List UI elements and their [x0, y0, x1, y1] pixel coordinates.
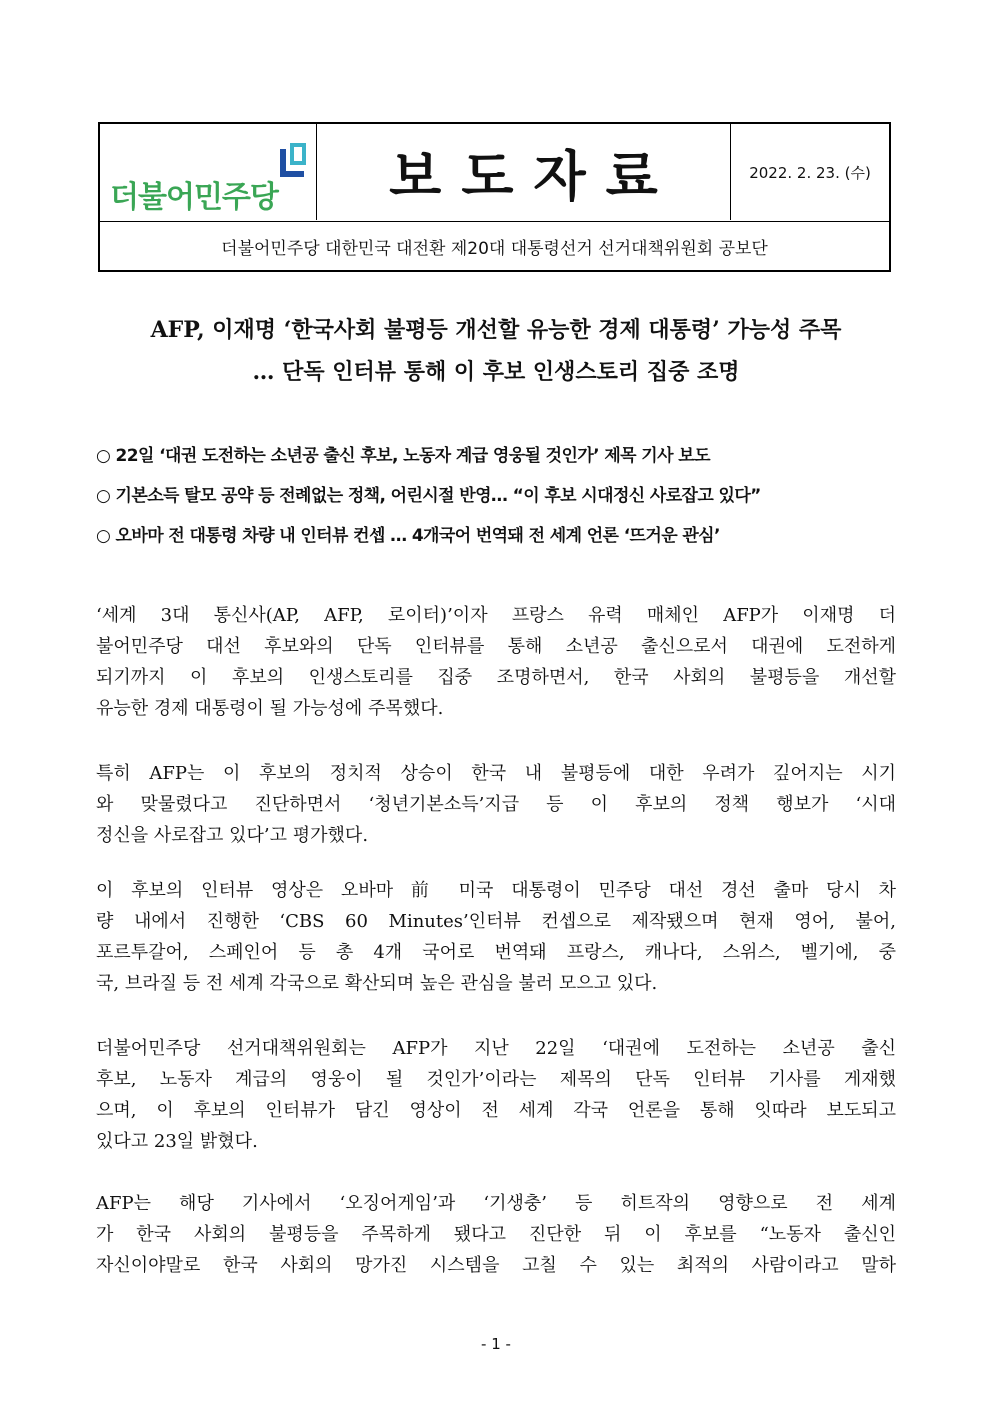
- paragraph-line: 불어민주당 대선 후보와의 단독 인터뷰를 통해 소년공 출신으로서 대권에 도전하게: [96, 636, 896, 657]
- release-date: 2022. 2. 23. (수): [749, 163, 871, 182]
- header-top-row: [100, 124, 889, 222]
- paragraph-line: 으며, 이 후보의 인터뷰가 담긴 영상이 전 세계 각국 언론을 통해 잇따라 보도되고: [96, 1100, 896, 1121]
- title-cell: [317, 124, 731, 220]
- paragraph-line: 후보, 노동자 계급의 영웅이 될 것인가’이라는 제목의 단독 인터뷰 기사를 게재했: [96, 1069, 896, 1090]
- paragraph-line: 와 맞물렸다고 진단하면서 ‘청년기본소득’지급 등 이 후보의 정책 행보가 ‘시대: [96, 794, 896, 815]
- summary-bullet: ○ 22일 ‘대권 도전하는 소년공 출신 후보, 노동자 계급 영웅될 것인가’ 제목 기사 보도: [96, 446, 710, 466]
- date-cell: [731, 124, 889, 220]
- body-paragraph-5: [96, 1188, 896, 1281]
- paragraph-line: ‘세계 3대 통신사(AP, AFP, 로이터)’이자 프랑스 유력 매체인 AFP가 이재명 더: [96, 605, 896, 626]
- paragraph-line: 더불어민주당 선거대책위원회는 AFP가 지난 22일 ‘대권에 도전하는 소년공 출신: [96, 1038, 896, 1059]
- organization-name: 더불어민주당 대한민국 대전환 제20대 대통령선거 선거대책위원회 공보단: [221, 238, 768, 259]
- paragraph-line: 포르투갈어, 스페인어 등 총 4개 국어로 번역돼 프랑스, 캐나다, 스위스, 벨기에, 중: [96, 942, 896, 963]
- paragraph-line: 특히 AFP는 이 후보의 정치적 상승이 한국 내 불평등에 대한 우려가 깊어지는 시기: [96, 763, 896, 784]
- paragraph-line: 량 내에서 진행한 ‘CBS 60 Minutes’인터뷰 컨셉으로 제작됐으며 현재 영어, 불어,: [96, 911, 896, 932]
- page-title: 보도자료: [389, 144, 678, 208]
- paragraph-line: 있다고 23일 밝혔다.: [96, 1131, 258, 1152]
- paragraph-line: 국, 브라질 등 전 세계 각국으로 확산되며 높은 관심을 불러 모으고 있다.: [96, 973, 658, 994]
- body-paragraph-2: [96, 758, 896, 851]
- summary-bullet: ○ 오바마 전 대통령 차량 내 인터뷰 컨셉 … 4개국어 번역돼 전 세계 언론 ‘뜨거운 관심’: [96, 526, 720, 546]
- body-paragraph-1: [96, 600, 896, 724]
- paragraph-line: 정신을 사로잡고 있다’고 평가했다.: [96, 825, 369, 846]
- paragraph-line: AFP는 해당 기사에서 ‘오징어게임’과 ‘기생충’ 등 히트작의 영향으로 전 세계: [96, 1193, 896, 1214]
- paragraph-line: 자신이야말로 한국 사회의 망가진 시스템을 고칠 수 있는 최적의 사람이라고 말하: [96, 1255, 896, 1276]
- body-paragraph-3: [96, 875, 896, 999]
- page-number: - 1 -: [481, 1335, 511, 1353]
- party-logo-cell: [100, 124, 317, 220]
- paragraph-line: 되기까지 이 후보의 인생스토리를 집중 조명하면서, 한국 사회의 불평등을 개선할: [96, 667, 896, 688]
- summary-bullet: ○ 기본소득 탈모 공약 등 전례없는 정책, 어린시절 반영… “이 후보 시대정신 사로잡고 있다”: [96, 486, 761, 506]
- party-logo-text: 더불어민주당: [110, 180, 278, 215]
- paragraph-line: 이 후보의 인터뷰 영상은 오바마 前 미국 대통령이 민주당 대선 경선 출마 당시 차: [96, 880, 896, 901]
- headline-line-1: AFP, 이재명 ‘한국사회 불평등 개선할 유능한 경제 대통령’ 가능성 주목: [150, 317, 842, 343]
- body-paragraph-4: [96, 1033, 896, 1157]
- headline-line-2: … 단독 인터뷰 통해 이 후보 인생스토리 집중 조명: [252, 359, 740, 385]
- party-logo-mark-icon: [276, 141, 310, 183]
- paragraph-line: 유능한 경제 대통령이 될 가능성에 주목했다.: [96, 698, 444, 719]
- press-release-header: [98, 122, 891, 272]
- paragraph-line: 가 한국 사회의 불평등을 주목하게 됐다고 진단한 뒤 이 후보를 “노동자 출신인: [96, 1224, 896, 1245]
